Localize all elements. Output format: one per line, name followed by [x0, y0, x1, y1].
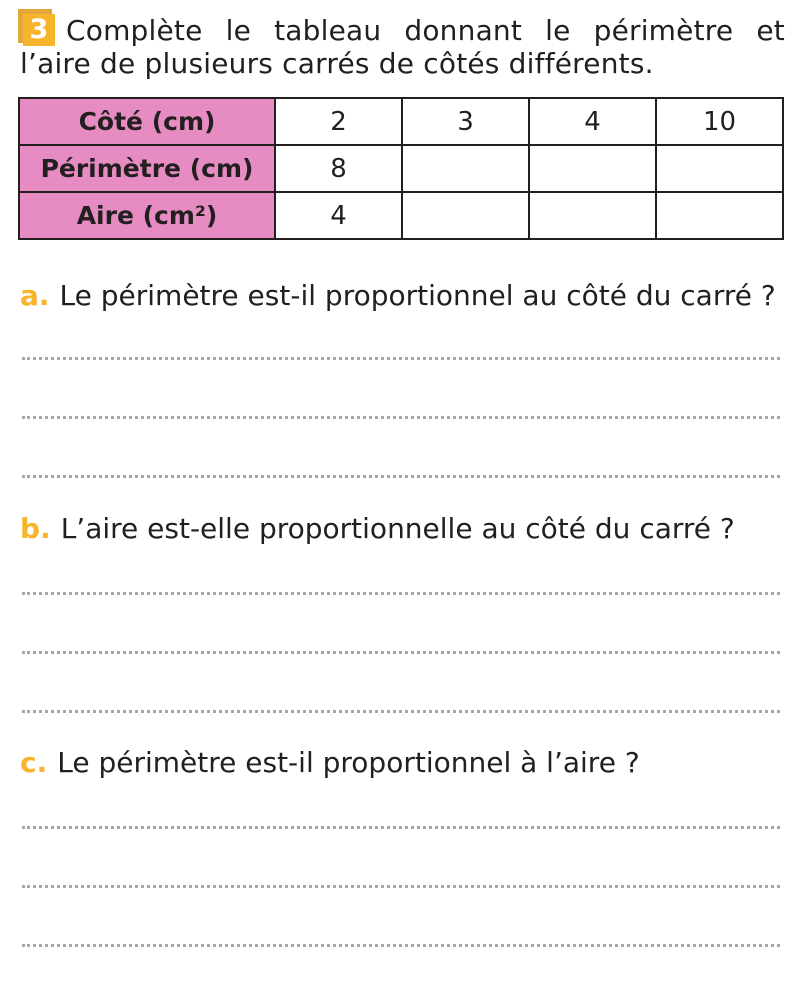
answer-cell[interactable] — [402, 192, 529, 239]
answer-cell[interactable] — [529, 145, 656, 192]
row-header-area: Aire (cm²) — [19, 192, 275, 239]
answer-cell[interactable] — [529, 192, 656, 239]
question-text: L’aire est-elle proportionnelle au côté du carré ? — [60, 512, 735, 545]
question-text: Le périmètre est-il proportionnel au côté du carré ? — [59, 279, 776, 312]
exercise-statement — [20, 14, 785, 80]
table-cell: 8 — [275, 145, 402, 192]
answer-cell[interactable] — [402, 145, 529, 192]
statement-word: et — [756, 14, 785, 47]
statement-line-1 — [20, 14, 785, 47]
table-cell: 2 — [275, 98, 402, 145]
question-letter: b. — [20, 512, 51, 545]
table-row-perimeter — [19, 145, 783, 192]
answer-line[interactable] — [22, 944, 780, 947]
statement-word: périmètre — [593, 14, 734, 47]
question-c — [20, 746, 640, 780]
question-letter: c. — [20, 746, 48, 779]
table-row-side — [19, 98, 783, 145]
answer-line[interactable] — [22, 651, 780, 654]
perimeter-area-table — [18, 97, 784, 240]
row-header-perimeter: Périmètre (cm) — [19, 145, 275, 192]
answer-line[interactable] — [22, 357, 780, 360]
question-letter: a. — [20, 279, 50, 312]
answer-line[interactable] — [22, 710, 780, 713]
statement-word: Complète — [66, 14, 203, 47]
answer-cell[interactable] — [656, 192, 783, 239]
answer-line[interactable] — [22, 826, 780, 829]
exercise-number-badge — [20, 13, 54, 47]
question-text: Le périmètre est-il proportionnel à l’aire ? — [57, 746, 640, 779]
statement-word: tableau — [274, 14, 382, 47]
question-b — [20, 512, 735, 546]
table-cell: 10 — [656, 98, 783, 145]
answer-line[interactable] — [22, 475, 780, 478]
answer-line[interactable] — [22, 885, 780, 888]
statement-word: donnant — [404, 14, 523, 47]
table-row-area — [19, 192, 783, 239]
row-header-side: Côté (cm) — [19, 98, 275, 145]
statement-word: le — [225, 14, 252, 47]
question-a — [20, 279, 776, 313]
statement-line-2: l’aire de plusieurs carrés de côtés différents. — [20, 47, 654, 80]
table-cell: 4 — [275, 192, 402, 239]
table-cell: 3 — [402, 98, 529, 145]
answer-line[interactable] — [22, 592, 780, 595]
table-cell: 4 — [529, 98, 656, 145]
answer-cell[interactable] — [656, 145, 783, 192]
statement-word: le — [545, 14, 571, 47]
answer-line[interactable] — [22, 416, 780, 419]
exercise-number: 3 — [23, 14, 55, 46]
